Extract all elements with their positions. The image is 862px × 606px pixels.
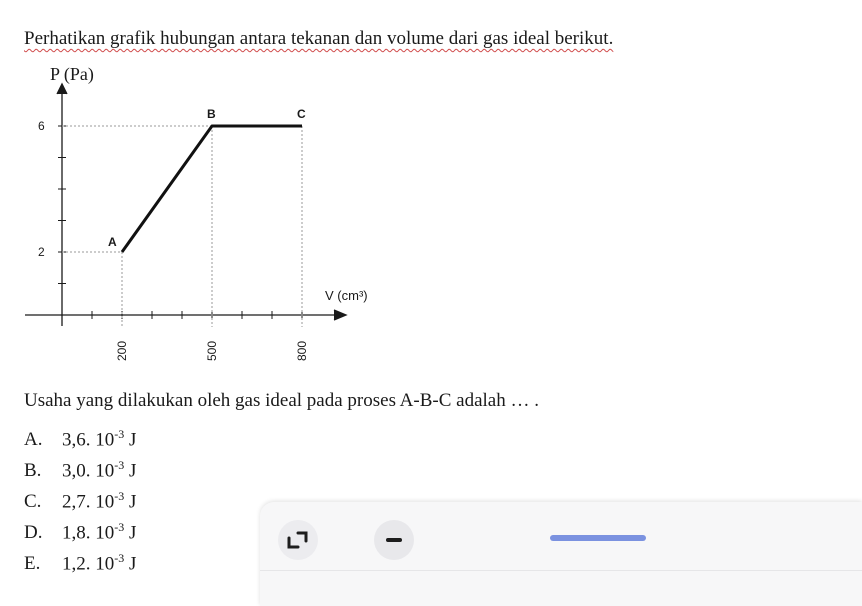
drag-handle[interactable] (550, 535, 646, 541)
y-axis-label: P (Pa) (50, 64, 94, 84)
option-exponent: -3 (114, 551, 125, 565)
expand-icon (278, 520, 318, 560)
process-line (122, 126, 302, 252)
option-unit: J (129, 522, 137, 544)
x-tick-label: 800 (295, 341, 309, 362)
x-axis-label: V (cm³) (325, 288, 368, 303)
option-item[interactable] (24, 546, 136, 577)
option-item[interactable] (24, 453, 136, 484)
option-letter: C. (24, 491, 42, 513)
y-axis-arrow (57, 84, 67, 94)
x-tick-label: 500 (205, 341, 219, 362)
option-unit: J (129, 460, 137, 482)
x-tick-label: 200 (115, 341, 129, 362)
point-label: B (207, 107, 216, 121)
option-value: 3,6. 10 (62, 429, 115, 451)
option-value: 1,8. 10 (62, 522, 115, 544)
option-exponent: -3 (114, 427, 125, 441)
option-unit: J (129, 429, 137, 451)
y-tick-label: 2 (38, 245, 45, 259)
y-tick-label: 6 (38, 119, 45, 133)
point-label: A (108, 235, 117, 249)
option-value: 1,2. 10 (62, 553, 115, 575)
option-letter: A. (24, 429, 43, 451)
answer-options (24, 422, 136, 577)
option-value: 2,7. 10 (62, 491, 115, 513)
option-exponent: -3 (114, 520, 125, 534)
option-exponent: -3 (114, 458, 125, 472)
bottom-panel (260, 502, 862, 606)
option-unit: J (129, 553, 137, 575)
option-value: 3,0. 10 (62, 460, 115, 482)
point-label: C (297, 107, 306, 121)
option-unit: J (129, 491, 137, 513)
panel-divider (260, 570, 862, 571)
pv-graph (0, 58, 400, 368)
option-letter: E. (24, 553, 41, 575)
option-letter: D. (24, 522, 43, 544)
option-item[interactable] (24, 422, 136, 453)
x-axis-arrow (334, 310, 346, 320)
option-item[interactable] (24, 515, 136, 546)
option-exponent: -3 (114, 489, 125, 503)
minimize-button[interactable] (374, 520, 414, 560)
problem-prompt: Usaha yang dilakukan oleh gas ideal pada proses A-B-C adalah … . (24, 390, 539, 411)
option-letter: B. (24, 460, 42, 482)
option-item[interactable] (24, 484, 136, 515)
expand-button[interactable] (278, 520, 318, 560)
question-text: Perhatikan grafik hubungan antara tekanan dan volume dari gas ideal berikut. (24, 28, 614, 49)
